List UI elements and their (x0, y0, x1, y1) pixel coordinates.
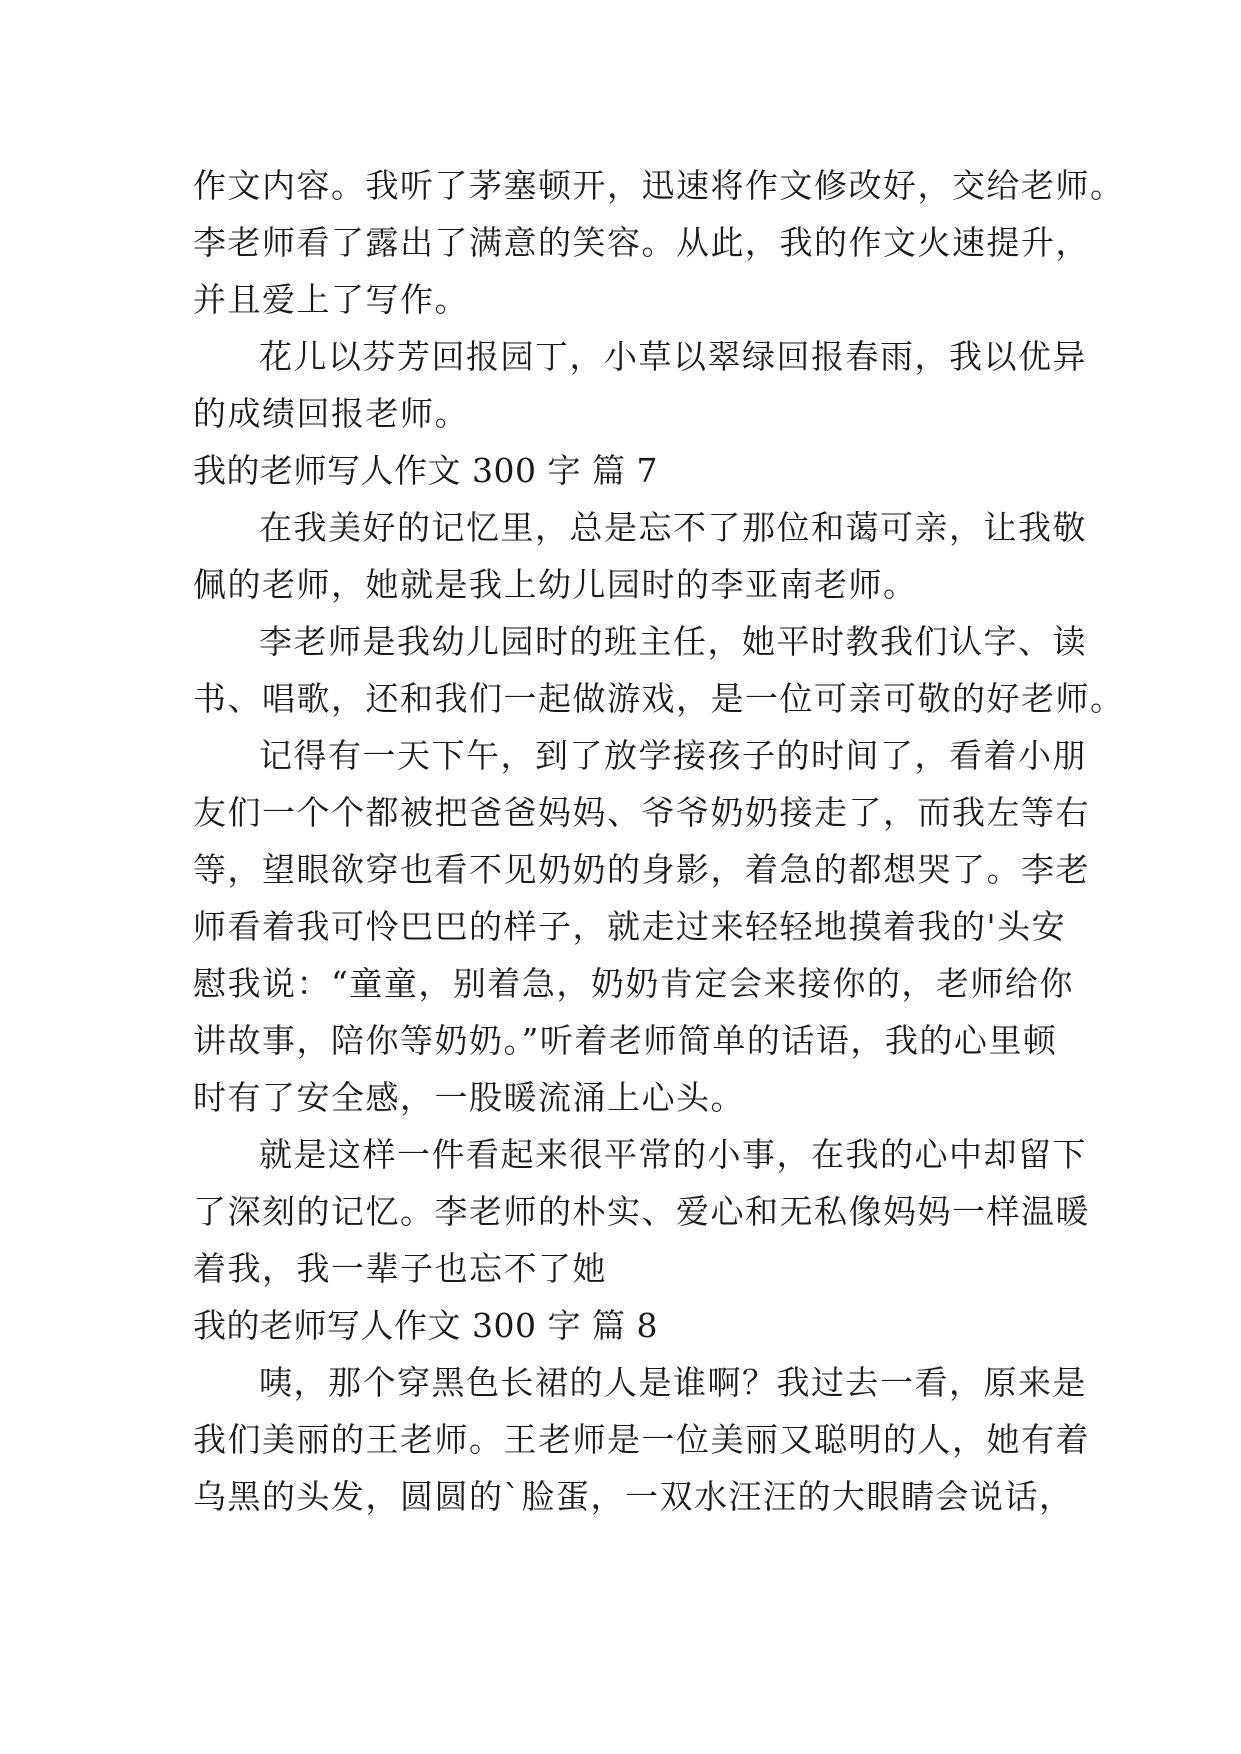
text-line: 佩的老师，她就是我上幼儿园时的李亚南老师。 (193, 565, 918, 604)
text-line: 乌黑的头发，圆圆的`脸蛋，一双水汪汪的大眼睛会说话， (193, 1477, 1074, 1516)
text-line: 在我美好的记忆里，总是忘不了那位和蔼可亲，让我敬 (259, 508, 1087, 547)
paragraph (193, 1126, 1090, 1297)
text-line: 讲故事，陪你等奶奶。”听着老师简单的话语，我的心里顿 (193, 1021, 1058, 1060)
text-line: 着我，我一辈子也忘不了她 (193, 1249, 607, 1288)
text-line: 作文内容。我听了茅塞顿开，迅速将作文修改好，交给老师。 (193, 166, 1125, 205)
text-line: 李老师是我幼儿园时的班主任，她平时教我们认字、读 (259, 622, 1087, 661)
text-line: 并且爱上了写作。 (193, 280, 469, 319)
text-line: 花儿以芬芳回报园丁，小草以翠绿回报春雨，我以优异 (259, 337, 1087, 376)
text-line: 就是这样一件看起来很平常的小事，在我的心中却留下 (259, 1135, 1087, 1174)
text-line: 了深刻的记忆。李老师的朴实、爱心和无私像妈妈一样温暖 (193, 1192, 1090, 1231)
text-line: 记得有一天下午，到了放学接孩子的时间了，看着小朋 (259, 736, 1087, 775)
text-line: 的成绩回报老师。 (193, 394, 469, 433)
text-line: 我们美丽的王老师。王老师是一位美丽又聪明的人，她有着 (193, 1420, 1090, 1459)
text-line: 李老师看了露出了满意的笑容。从此，我的作文火速提升， (193, 223, 1090, 262)
text-line: 时有了安全感，一股暖流涌上心头。 (193, 1078, 745, 1117)
text-line: 书、唱歌，还和我们一起做游戏，是一位可亲可敬的好老师。 (193, 679, 1125, 718)
section-7 (193, 442, 1125, 1297)
section-8 (193, 1297, 1090, 1525)
paragraph (193, 499, 1087, 613)
paragraph (193, 727, 1090, 1126)
text-line: 友们一个个都被把爸爸妈妈、爷爷奶奶接走了，而我左等右 (193, 793, 1090, 832)
paragraph (193, 1354, 1090, 1525)
text-line: 慰我说：“童童，别着急，奶奶肯定会来接你的，老师给你 (193, 964, 1074, 1003)
text-line: 咦，那个穿黑色长裙的人是谁啊？我过去一看，原来是 (259, 1363, 1087, 1402)
section-heading: 我的老师写人作文 300 字 篇 8 (193, 1306, 658, 1345)
paragraph (193, 328, 1087, 442)
paragraph (193, 613, 1125, 727)
document-body (193, 157, 1125, 1525)
paragraph (193, 157, 1125, 328)
text-line: 师看着我可怜巴巴的样子，就走过来轻轻地摸着我的'头安 (193, 907, 1067, 946)
text-line: 等，望眼欲穿也看不见奶奶的身影，着急的都想哭了。李老 (193, 850, 1090, 889)
section-heading: 我的老师写人作文 300 字 篇 7 (193, 451, 658, 490)
